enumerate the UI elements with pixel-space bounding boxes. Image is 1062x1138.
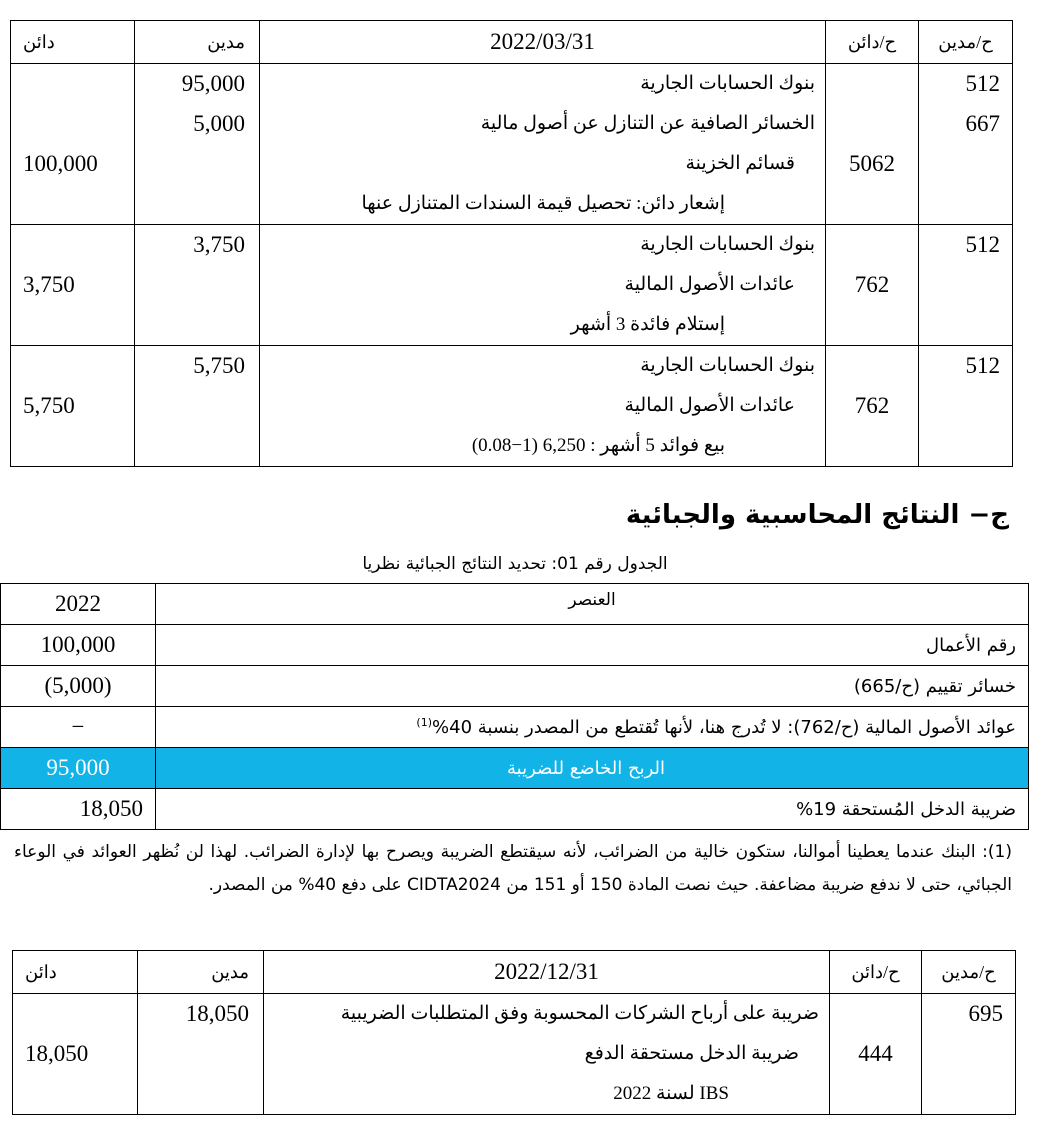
journal-column-cell (135, 346, 260, 467)
credit-account (826, 225, 918, 265)
journal-column-cell (11, 346, 135, 467)
journal-column-cell (260, 225, 826, 346)
entry-date: 2022/03/31 (260, 21, 826, 64)
entry-description: عائدات الأصول المالية (624, 395, 795, 416)
tax-table-row (1, 666, 1029, 707)
debit-account (922, 1074, 1015, 1114)
debit-amount (138, 1034, 263, 1074)
row-value: 95,000 (1, 748, 156, 789)
debit-account (919, 144, 1012, 184)
entry-description: إشعار دائن: تحصيل قيمة السندات المتنازل عنها (361, 193, 725, 214)
footnote-marker: (1) (416, 716, 433, 729)
journal-column-cell (826, 346, 919, 467)
debit-amount (135, 386, 259, 426)
credit-amount (11, 305, 134, 345)
entry-description: بيع فوائد 5 أشهر : 6,250 (1−0.08) (471, 435, 725, 456)
journal-column-cell (826, 64, 919, 225)
debit-amount: 95,000 (181, 71, 245, 96)
journal-column-cell (922, 994, 1016, 1115)
row-label (156, 625, 1029, 666)
journal-column-cell (13, 994, 138, 1115)
debit-account (919, 386, 1012, 426)
credit-amount (11, 64, 134, 104)
entry-description: بنوك الحسابات الجارية (640, 73, 815, 94)
debit-amount: 3,750 (193, 232, 245, 257)
debit-account: 695 (968, 1001, 1003, 1026)
debit-amount: 18,050 (185, 1001, 249, 1026)
credit-amount (11, 426, 134, 466)
debit-amount (135, 426, 259, 466)
entry-description: إستلام فائدة 3 أشهر (570, 314, 725, 335)
year-header: 2022 (1, 584, 156, 625)
credit-account: 762 (854, 272, 890, 297)
journal-entry-table-december (12, 950, 1016, 1115)
tax-results-table (0, 583, 1029, 830)
debit-account (919, 305, 1012, 345)
section-title: ج− النتائج المحاسبية والجبائية (625, 500, 1009, 530)
debit-amount (138, 1074, 263, 1114)
debit-account: 512 (965, 353, 1000, 378)
row-label-text: ضريبة الدخل المُستحقة 19% (796, 798, 1016, 820)
tax-table-header-row (1, 584, 1029, 625)
entry-description: ضريبة الدخل مستحقة الدفع (584, 1043, 799, 1064)
tax-table-row (1, 707, 1029, 748)
journal-column-cell (135, 225, 260, 346)
row-value: − (1, 707, 156, 748)
item-header: العنصر (156, 584, 1029, 625)
debit-account (919, 184, 1012, 224)
debit-amount (135, 184, 259, 224)
credit-amount: 3,750 (23, 272, 75, 297)
journal-column-cell (138, 994, 264, 1115)
journal-entry-row (11, 225, 1013, 346)
row-label (156, 666, 1029, 707)
credit-amount: 5,750 (23, 393, 75, 418)
credit-account (826, 64, 918, 104)
row-value: 100,000 (1, 625, 156, 666)
row-label-text: عوائد الأصول المالية (ح/762): لا تُدرج هنا، لأنها تُقتطع من المصدر بنسبة 40% (432, 717, 1016, 738)
entry-description: ضريبة على أرباح الشركات المحسوبة وفق المتطلبات الضريبية (340, 1003, 819, 1024)
journal-header-row (11, 21, 1013, 64)
taxable-profit-row (1, 748, 1029, 789)
credit-account-header: ح/دائن (826, 21, 919, 64)
debit-account-header: ح/مدين (919, 21, 1013, 64)
table-caption: الجدول رقم 01: تحديد النتائج الجبائية نظريا (362, 554, 668, 574)
debit-amount (135, 144, 259, 184)
journal-entry-row (13, 994, 1016, 1115)
row-value: (5,000) (1, 666, 156, 707)
debit-amount: 5,750 (193, 353, 245, 378)
journal-column-cell (830, 994, 922, 1115)
credit-amount-header: دائن (11, 21, 135, 64)
row-label (156, 789, 1029, 830)
credit-account: 444 (858, 1041, 893, 1066)
journal-column-cell (919, 225, 1013, 346)
debit-amount: 5,000 (193, 111, 245, 136)
journal-entry-table-march (10, 20, 1013, 467)
journal-column-cell (919, 64, 1013, 225)
journal-entry-row (11, 346, 1013, 467)
credit-account (826, 305, 918, 345)
journal-column-cell (919, 346, 1013, 467)
entry-date: 2022/12/31 (264, 951, 830, 994)
row-label (156, 707, 1029, 748)
credit-account (830, 1074, 921, 1114)
journal-column-cell (11, 64, 135, 225)
row-value: 18,050 (1, 789, 156, 830)
credit-amount-header: دائن (13, 951, 138, 994)
journal-column-cell (135, 64, 260, 225)
credit-amount (13, 1074, 137, 1114)
credit-amount: 18,050 (25, 1041, 89, 1066)
credit-account (826, 184, 918, 224)
footnote: (1): البنك عندما يعطينا أموالنا، ستكون خالية من الضرائب، لأنه سيقتطع الضريبة ويصرح بها لإدارة الضرائب. لهذا لن نُظهر العوائد في الوعاء الجبائي، حتى لا ندفع ضريبة مضاعفة. حيث نصت المادة 150 أو 151 من CIDTA2024 على دفع 40% من المصدر. (14, 842, 1012, 895)
credit-account (826, 104, 918, 144)
credit-account-header: ح/دائن (830, 951, 922, 994)
credit-account (826, 426, 918, 466)
entry-description: عائدات الأصول المالية (624, 274, 795, 295)
debit-account-header: ح/مدين (922, 951, 1016, 994)
row-label-text: رقم الأعمال (926, 634, 1016, 656)
credit-amount (11, 184, 134, 224)
debit-amount (135, 305, 259, 345)
tax-table-row (1, 789, 1029, 830)
entry-description: بنوك الحسابات الجارية (640, 234, 815, 255)
credit-account: 5062 (849, 151, 895, 176)
row-label-text: الربح الخاضع للضريبة (506, 757, 666, 779)
debit-account (922, 1034, 1015, 1074)
debit-account: 512 (965, 71, 1000, 96)
credit-amount (11, 225, 134, 265)
debit-amount (135, 265, 259, 305)
debit-amount-header: مدين (138, 951, 264, 994)
debit-amount-header: مدين (135, 21, 260, 64)
credit-amount (11, 346, 134, 386)
debit-account: 667 (965, 111, 1000, 136)
row-label (156, 748, 1029, 789)
journal-column-cell (11, 225, 135, 346)
credit-account: 762 (854, 393, 890, 418)
debit-account (919, 265, 1012, 305)
journal-column-cell (264, 994, 830, 1115)
debit-account: 512 (965, 232, 1000, 257)
credit-amount (13, 994, 137, 1034)
journal-entry-row (11, 64, 1013, 225)
entry-description: IBS لسنة 2022 (613, 1083, 729, 1104)
entry-description: الخسائر الصافية عن التنازل عن أصول مالية (480, 113, 815, 134)
journal-column-cell (260, 64, 826, 225)
journal-column-cell (260, 346, 826, 467)
tax-table-row (1, 625, 1029, 666)
journal-column-cell (826, 225, 919, 346)
credit-amount (11, 104, 134, 144)
journal-header-row (13, 951, 1016, 994)
row-label-text: خسائر تقييم (ح/665) (853, 675, 1016, 697)
entry-description: بنوك الحسابات الجارية (640, 355, 815, 376)
debit-account (919, 426, 1012, 466)
credit-account (830, 994, 921, 1034)
credit-account (826, 346, 918, 386)
credit-amount: 100,000 (23, 151, 98, 176)
entry-description: قسائم الخزينة (685, 153, 795, 174)
